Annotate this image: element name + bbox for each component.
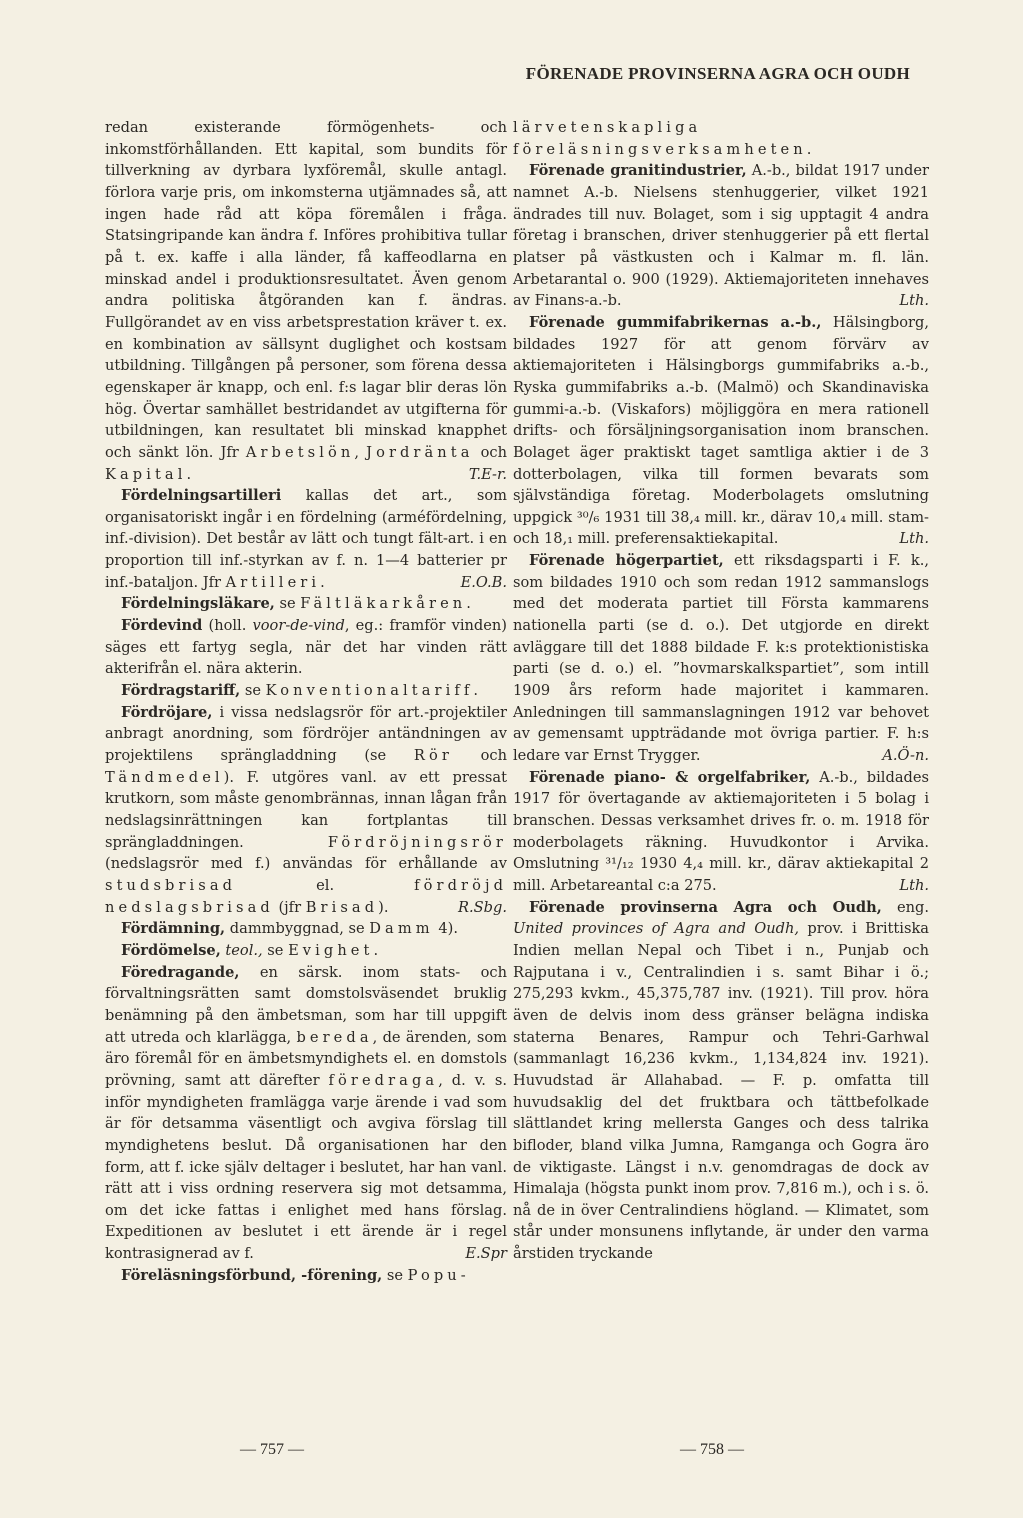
spaced-reference: Kapital	[105, 465, 187, 483]
body-text: i vissa nedslagsrör för art.-projektiler anbragt anordning, som fördröjer antändningen av projektilens sprängladdning (se	[105, 703, 507, 765]
body-text: 4).	[433, 920, 458, 938]
spaced-reference: Fältläkarkåren	[300, 595, 467, 613]
body-text: (holl.	[202, 617, 253, 635]
body-text: dammbyggnad, se	[225, 920, 370, 938]
spaced-reference: Tändmedel	[105, 768, 224, 786]
body-text: ).	[378, 898, 389, 916]
article-paragraph	[105, 485, 507, 593]
article-paragraph	[513, 312, 929, 550]
body-text: kallas det art., som organisatoriskt ingår i en fördelning (arméfördelning, inf.-division). Det består av lätt och tungt fält-art. i en proportion till inf.-styrkan av f. n. 1—4 batterier pr inf.-bataljon. Jfr	[105, 487, 507, 591]
body-text: .	[806, 140, 812, 158]
body-text: (jfr	[273, 898, 306, 916]
body-text: se	[262, 941, 289, 959]
body-text: ). F. utgöres vanl. av ett pressat krutkorn, som måste genombrännas, innan lågan från nedslagsinrättningen kan fortplantas till sprängladdningen.	[105, 768, 507, 851]
spaced-reference: föredraga	[328, 1071, 439, 1089]
body-text: .	[373, 941, 379, 959]
spaced-reference: Evighet	[288, 941, 374, 959]
article-paragraph	[513, 767, 929, 897]
spaced-reference: Arbetslön	[245, 443, 355, 461]
article-paragraph	[105, 702, 507, 919]
body-text: se	[382, 1266, 408, 1284]
headword: Förenade gummifabrikernas a.-b.,	[529, 313, 822, 331]
body-text: ett riksdagsparti i F. k., som bildades 1910 och som redan 1912 sammanslogs med det moderata partiet till Första kammarens nationella parti (se d. o.). Det utgjorde en direkt avläggare till det 1888 bildade F. k:s protektionistiska parti (se d. o.) el. ”hovmarskalkspartiet”, som intill 1909 års reform hade majoritet i kammaren. Anledningen till sammanslagningen 1912 var behovet av gemensamt uppträdande mot övriga partier. F. h:s ledare var Ernst Trygger.	[513, 552, 930, 765]
author-signature: Lth.	[899, 876, 929, 894]
body-text: el.	[236, 876, 415, 894]
headword: Fördelningsartilleri	[121, 487, 282, 505]
spaced-reference: Artilleri	[225, 573, 321, 591]
body-text: en särsk. inom stats- och förvaltningsrätten samt domstolsväsendet bruklig benämning på den ämbetsman, som har till uppgift att utreda och klarlägga,	[105, 963, 507, 1046]
article-paragraph	[105, 918, 507, 940]
running-title: FÖRENADE PROVINSERNA AGRA OCH OUDH	[525, 64, 910, 83]
body-text: se	[274, 595, 301, 613]
article-paragraph	[105, 962, 507, 1265]
article-paragraph	[513, 160, 929, 312]
spaced-reference: bereda	[296, 1028, 373, 1046]
right-column	[513, 117, 929, 1265]
body-text: .	[320, 573, 325, 591]
headword: Förenade piano- & orgelfabriker,	[529, 768, 811, 786]
spaced-reference: studsbrisad	[105, 876, 237, 894]
body-text: eng.	[881, 898, 929, 916]
spaced-reference: Jordränta	[366, 443, 474, 461]
headword: Fördevind	[121, 617, 203, 635]
headword: Förenade provinserna Agra och Oudh,	[529, 898, 882, 916]
italic-text: United provinces of Agra and Oudh,	[513, 920, 799, 938]
author-signature: A.Ö-n.	[882, 747, 929, 765]
left-column	[105, 117, 507, 1286]
author-signature: E.O.B.	[460, 573, 507, 591]
spaced-reference: fördröjd nedslagsbrisad	[105, 876, 507, 916]
author-signature: E.Spr	[465, 1245, 507, 1263]
headword: Fördröjare,	[121, 703, 213, 721]
author-signature: Lth.	[899, 530, 929, 548]
author-signature: T.E-r.	[468, 465, 507, 483]
body-text: , eg.: framför vinden) säges ett fartyg segla, när det har vinden rätt akterifrån el. nära akterin.	[105, 617, 507, 678]
headword: Fördragstariff,	[121, 682, 241, 700]
headword: Fördömelse,	[121, 941, 221, 959]
article-paragraph	[105, 1265, 507, 1287]
spaced-reference: Fördröjningsrör	[327, 833, 507, 851]
spaced-reference: Brisad	[305, 898, 379, 916]
body-text: .	[186, 465, 192, 483]
body-text: .	[466, 595, 471, 613]
headword: Fördelningsläkare,	[121, 595, 275, 613]
body-text: , d. v. s. inför myndigheten framlägga varje ärende i vad som är för detsamma väsentligt och avgiva förslag till myndighetens beslut. Då organisationen har den form, att f. icke själv deltager i beslutet, har han vanl. rätt att i viss ordning reservera sig mot detsamma, om det icke fattas i enlighet med hans förslag. Expeditionen av beslutet i ett ärende är i regel kontrasignerad av f.	[105, 1071, 507, 1263]
body-text: ,	[354, 443, 367, 461]
body-text: redan existerande förmögenhets- och inkomstförhållanden. Ett kapital, som bundits för tillverkning av dyrbara lyxföremål, skulle antagl. förlora varje pris, om inkomsterna utjämnades så, att ingen hade råd att köpa föremålen i fråga. Statsingripande kan ändra f. Införes prohibitiva tullar på t. ex. kaffe i alla länder, få kaffeodlarna en minskad andel i produktionsresultatet. Även genom andra politiska åtgöranden kan f. ändras. Fullgörandet av en viss arbetsprestation kräver t. ex. en kombination av sällsynt duglighet och kostsam utbildning. Tillgången på personer, som förena dessa egenskaper är knapp, och enl. f:s lagar blir deras lön hög. Övertar samhället bestridandet av utgifterna för utbildningen, kan resultatet bli minskad knapphet och sänkt lön. Jfr	[105, 119, 507, 461]
body-text: .	[473, 682, 478, 700]
article-paragraph	[513, 897, 929, 1265]
article-paragraph	[105, 680, 507, 702]
headword: Föreläsningsförbund, -förening,	[121, 1266, 383, 1284]
spaced-reference: Rör	[413, 747, 453, 765]
headword: Föredragande,	[121, 963, 240, 981]
article-paragraph	[513, 117, 929, 160]
article-paragraph	[105, 615, 507, 680]
body-text: Hälsingborg, bildades 1927 för att genom förvärv av aktiemajoriteten i Hälsingborgs gummifabriks a.-b., Ryska gummifabriks a.-b. (Malmö) och Skandinaviska gummi-a.-b. (Viskafors) möjliggöra en mera rationell drifts- och försäljningsorganisation inom branschen. Bolaget äger praktiskt taget samtliga aktier i de 3 dotterbolagen, vilka till formen bevarats som självständiga företag. Moderbolagets omslutning uppgick ³⁰/₆ 1931 till 38,₄ mill. kr., därav 10,₄ mill. stam- och 18,₁ mill. preferensaktiekapital.	[513, 313, 930, 548]
body-text: A.-b., bildades 1917 för övertagande av aktiemajoriteten i 5 bolag i branschen. Dessas verksamhet drives fr. o. m. 1918 för moderbolagets räkning. Huvudkontor i Arvika. Omslutning ³¹/₁₂ 1930 4,₄ mill. kr., därav aktiekapital 2 mill. Arbetareantal c:a 275.	[513, 768, 929, 894]
headword: Förenade granitindustrier,	[529, 162, 747, 180]
spaced-reference: Damm	[369, 920, 434, 938]
spaced-reference: lärvetenskapliga föreläsningsverksamheten	[513, 119, 807, 158]
body-text: och	[473, 443, 507, 461]
body-text: (nedslagsrör med f.) användas för erhållande av	[105, 855, 507, 873]
spaced-reference: Popu-	[407, 1266, 470, 1284]
headword: Fördämning,	[121, 920, 226, 938]
italic-text: voor-de-vind	[252, 617, 345, 635]
body-text: A.-b., bildat 1917 under namnet A.-b. Nielsens stenhuggerier, vilket 1921 ändrades till nuv. Bolaget, som i sig upptagit 4 andra företag i branschen, driver stenhuggerier på ett flertal platser på västkusten och i Kalmar m. fl. län. Arbetarantal o. 900 (1929). Aktiemajoriteten innehaves av Finans-a.-b.	[513, 162, 929, 310]
body-text: prov. i Brittiska Indien mellan Nepal och Tibet i n., Punjab och Rajputana i v., Centralindien i s. samt Bihar i ö.; 275,293 kvkm., 45,375,787 inv. (1921). Till prov. höra även de delvis inom dess gränser belägna indiska staterna Benares, Rampur och Tehri-Garhwal (sammanlagt 16,236 kvkm., 1,134,824 inv. 1921). Huvudstad är Allahabad. — F. p. omfatta till huvudsaklig del det fruktbara och tättbefolkade slättlandet kring mellersta Ganges och dess talrika bifloder, bland vilka Jumna, Ramganga och Gogra äro de viktigaste. Längst i n.v. genomdragas de dock av Himalaja (högsta punkt inom prov. 7,816 m.), och i s. ö. nå de in över Centralindiens högland. — Klimatet, som står under monsunens inflytande, är under den varma årstiden tryckande	[513, 920, 929, 1263]
spaced-reference: Konventionaltariff	[265, 682, 474, 700]
article-paragraph	[513, 550, 929, 767]
author-signature: R.Sbg.	[458, 898, 507, 916]
author-signature: Lth.	[899, 292, 929, 310]
page-number-right: — 758 —	[680, 1441, 744, 1458]
page-number-left: — 757 —	[240, 1441, 304, 1458]
article-paragraph	[105, 593, 507, 615]
body-text: , de ärenden, som äro föremål för en ämbetsmyndighets el. en domstols prövning, samt att därefter	[105, 1028, 507, 1089]
article-paragraph	[105, 940, 507, 962]
body-text: och	[452, 747, 507, 765]
headword: Förenade högerpartiet,	[529, 552, 724, 570]
article-paragraph	[105, 117, 507, 485]
italic-text: teol.,	[225, 941, 263, 959]
body-text: se	[240, 682, 266, 700]
